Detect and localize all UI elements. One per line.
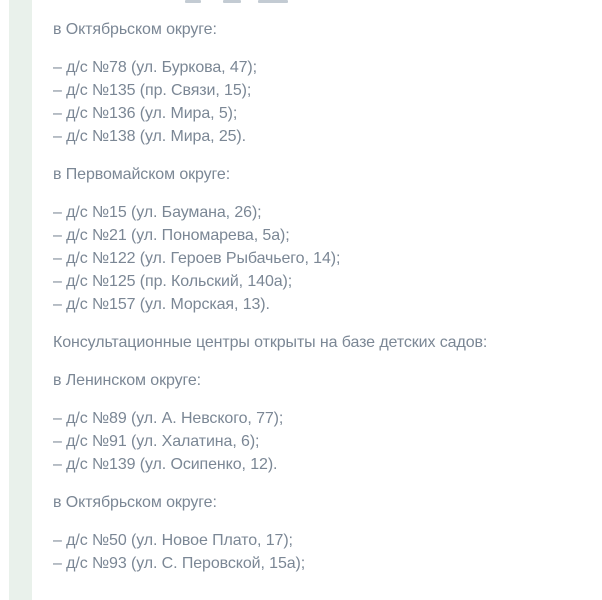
list-item: – д/с №136 (ул. Мира, 5);	[53, 105, 238, 122]
list-item: – д/с №122 (ул. Героев Рыбачьего, 14);	[53, 250, 341, 267]
consultation-centers-paragraph: Консультационные центры открыты на базе детских садов:	[53, 334, 488, 351]
district-heading-oktyabrsky-duty: в Октябрьском округе:	[53, 21, 217, 38]
list-item: – д/с №93 (ул. С. Перовской, 15а);	[53, 555, 306, 572]
list-item: – д/с №91 (ул. Халатина, 6);	[53, 433, 260, 450]
list-item: – д/с №138 (ул. Мира, 25).	[53, 128, 247, 145]
district-heading-pervomaisky: в Первомайском округе:	[53, 166, 231, 183]
list-item: – д/с №21 (ул. Пономарева, 5а);	[53, 227, 290, 244]
kindergarten-list-oktyabrsky-duty	[53, 56, 489, 148]
district-heading-oktyabrsky-consult: в Октябрьском округе:	[53, 494, 217, 511]
kindergarten-list-pervomaisky	[53, 201, 489, 316]
list-item: – д/с №50 (ул. Новое Плато, 17);	[53, 532, 293, 549]
left-accent-strip	[9, 0, 32, 600]
list-item: – д/с №89 (ул. А. Невского, 77);	[53, 410, 284, 427]
kindergarten-list-oktyabrsky-consult	[53, 529, 489, 575]
list-item: – д/с №135 (пр. Связи, 15);	[53, 82, 252, 99]
district-heading-leninsky: в Ленинском округе:	[53, 372, 202, 389]
article-content	[53, 0, 489, 590]
list-item: – д/с №125 (пр. Кольский, 140а);	[53, 273, 293, 290]
list-item: – д/с №157 (ул. Морская, 13).	[53, 296, 270, 313]
list-item: – д/с №139 (ул. Осипенко, 12).	[53, 456, 278, 473]
list-item: – д/с №78 (ул. Буркова, 47);	[53, 59, 258, 76]
list-item: – д/с №15 (ул. Баумана, 26);	[53, 204, 262, 221]
kindergarten-list-leninsky	[53, 407, 489, 476]
